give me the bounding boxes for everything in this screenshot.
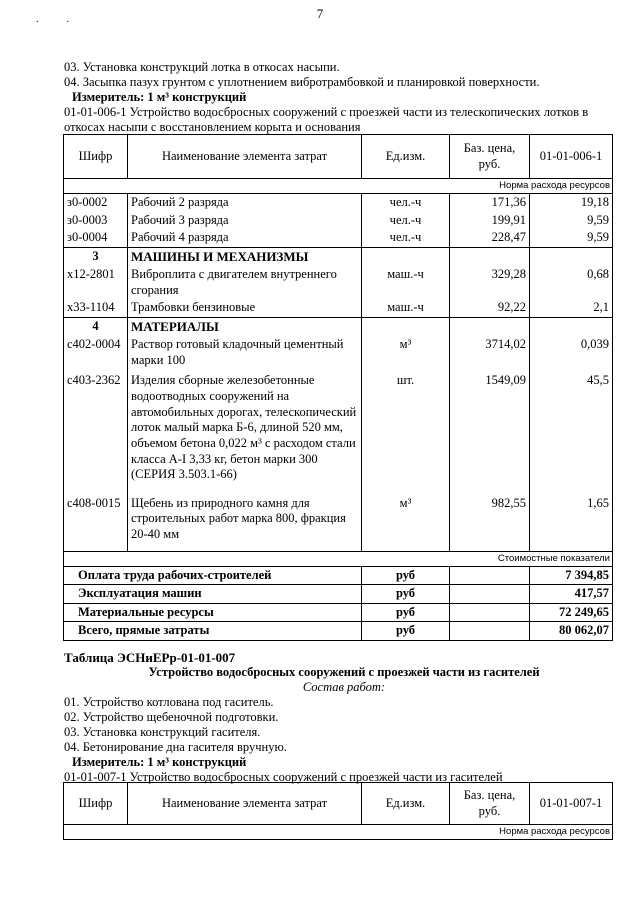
cell-price: 171,36 bbox=[450, 193, 530, 211]
cell-name: Трамбовки бензиновые bbox=[128, 299, 362, 317]
cell-name: Рабочий 4 разряда bbox=[128, 229, 362, 247]
total-value: 417,57 bbox=[530, 585, 613, 604]
table2-header-row bbox=[64, 783, 613, 825]
cell-price: 92,22 bbox=[450, 299, 530, 317]
total-unit: руб bbox=[362, 566, 450, 585]
section-title: МАШИНЫ И МЕХАНИЗМЫ bbox=[128, 247, 362, 266]
header-price: Баз. цена, руб. bbox=[450, 135, 530, 179]
norm-caption-row bbox=[64, 179, 613, 194]
item-title-line-1: 01-01-006-1 Устройство водосбросных сооружений с проезжей части из телескопических лотков в bbox=[64, 105, 589, 119]
total-value: 7 394,85 bbox=[530, 566, 613, 585]
cell-unit: чел.-ч bbox=[362, 193, 450, 211]
cell-unit: маш.-ч bbox=[362, 266, 450, 299]
section2-block bbox=[64, 650, 624, 785]
meter-label: Измеритель: 1 м³ конструкций bbox=[72, 90, 247, 104]
table-row bbox=[64, 229, 613, 247]
section-title: МАТЕРИАЛЫ bbox=[128, 317, 362, 336]
cell-price: 982,55 bbox=[450, 495, 530, 551]
header-name: Наименование элемента затрат bbox=[128, 783, 362, 825]
cell-code: з0-0004 bbox=[64, 229, 128, 247]
cell-unit: чел.-ч bbox=[362, 229, 450, 247]
table-row bbox=[64, 336, 613, 369]
total-row bbox=[64, 566, 613, 585]
cell-unit: маш.-ч bbox=[362, 299, 450, 317]
work-line: 04. Бетонирование дна гасителя вручную. bbox=[64, 740, 287, 754]
total-label: Эксплуатация машин bbox=[64, 585, 362, 604]
norm-caption-row bbox=[64, 825, 613, 840]
total-unit: руб bbox=[362, 585, 450, 604]
cell-name: Раствор готовый кладочный цементный марки 100 bbox=[128, 336, 362, 369]
cell-norm: 0,68 bbox=[530, 266, 613, 299]
total-label: Всего, прямые затраты bbox=[64, 622, 362, 641]
total-row bbox=[64, 622, 613, 641]
section-row-materials bbox=[64, 317, 613, 336]
scan-marks: .. bbox=[36, 14, 97, 25]
cell-norm: 9,59 bbox=[530, 212, 613, 230]
cell-code: х33-1104 bbox=[64, 299, 128, 317]
total-label: Оплата труда рабочих-строителей bbox=[64, 566, 362, 585]
header-name: Наименование элемента затрат bbox=[128, 135, 362, 179]
total-value: 80 062,07 bbox=[530, 622, 613, 641]
cell-name: Щебень из природного камня для строительных работ марка 800, фракция 20-40 мм bbox=[128, 495, 362, 551]
cell-name: Рабочий 2 разряда bbox=[128, 193, 362, 211]
cell-name: Виброплита с двигателем внутреннего сгорания bbox=[128, 266, 362, 299]
header-norm-code: 01-01-007-1 bbox=[530, 783, 613, 825]
cell-norm: 9,59 bbox=[530, 229, 613, 247]
total-label: Материальные ресурсы bbox=[64, 603, 362, 622]
header-price: Баз. цена, руб. bbox=[450, 783, 530, 825]
resource-table-1 bbox=[63, 134, 613, 641]
work-line: 03. Установка конструкций гасителя. bbox=[64, 725, 261, 739]
table1-header-row bbox=[64, 135, 613, 179]
cell-price: 199,91 bbox=[450, 212, 530, 230]
work-line: 02. Устройство щебеночной подготовки. bbox=[64, 710, 279, 724]
table-title: Таблица ЭСНиЕРр-01-01-007 bbox=[64, 650, 236, 665]
resource-table-2 bbox=[63, 782, 613, 840]
cell-norm: 0,039 bbox=[530, 336, 613, 369]
intro-block bbox=[64, 60, 624, 135]
cell-norm: 2,1 bbox=[530, 299, 613, 317]
total-value: 72 249,65 bbox=[530, 603, 613, 622]
header-code: Шифр bbox=[64, 783, 128, 825]
work-line-03: 03. Установка конструкций лотка в откосах насыпи. bbox=[64, 60, 340, 74]
work-line-04: 04. Засыпка пазух грунтом с уплотнением вибротрамбовкой и планировкой поверхности. bbox=[64, 75, 540, 89]
header-code: Шифр bbox=[64, 135, 128, 179]
cell-code: с408-0015 bbox=[64, 495, 128, 551]
cost-caption: Стоимостные показатели bbox=[64, 551, 613, 566]
cell-name: Изделия сборные железобетонные водоотводных сооружений на автомобильных дорогах, телескопический лоток малый марка Б-6, длиной 520 мм, объемом бетона 0,022 м³ с расходом стали класса А-I 3,33 кг, бетон марки 300 (СЕРИЯ 3.503.1-66) bbox=[128, 369, 362, 494]
table-row bbox=[64, 212, 613, 230]
cell-price: 228,47 bbox=[450, 229, 530, 247]
norm-caption: Норма расхода ресурсов bbox=[64, 825, 613, 840]
total-unit: руб bbox=[362, 622, 450, 641]
cell-price: 3714,02 bbox=[450, 336, 530, 369]
cell-norm: 19,18 bbox=[530, 193, 613, 211]
cell-unit: чел.-ч bbox=[362, 212, 450, 230]
section-row-machines bbox=[64, 247, 613, 266]
composition-label: Состав работ: bbox=[302, 680, 386, 694]
cell-name: Рабочий 3 разряда bbox=[128, 212, 362, 230]
cell-code: х12-2801 bbox=[64, 266, 128, 299]
table-row bbox=[64, 299, 613, 317]
item-title-line-2: откосах насыпи с восстановлением корыта и основания bbox=[64, 120, 361, 134]
cell-code: с403-2362 bbox=[64, 369, 128, 494]
cost-caption-row bbox=[64, 551, 613, 566]
cell-code: з0-0002 bbox=[64, 193, 128, 211]
table-row bbox=[64, 193, 613, 211]
meter-label: Измеритель: 1 м³ конструкций bbox=[72, 755, 247, 769]
total-unit: руб bbox=[362, 603, 450, 622]
header-unit: Ед.изм. bbox=[362, 135, 450, 179]
section-number: 3 bbox=[64, 247, 128, 266]
cell-code: з0-0003 bbox=[64, 212, 128, 230]
cell-norm: 1,65 bbox=[530, 495, 613, 551]
section-heading: Устройство водосбросных сооружений с проезжей части из гасителей bbox=[148, 665, 540, 679]
table-row bbox=[64, 369, 613, 494]
header-unit: Ед.изм. bbox=[362, 783, 450, 825]
page-number: 7 bbox=[316, 6, 324, 21]
table-row bbox=[64, 266, 613, 299]
section-number: 4 bbox=[64, 317, 128, 336]
cell-code: с402-0004 bbox=[64, 336, 128, 369]
cell-price: 329,28 bbox=[450, 266, 530, 299]
table-row bbox=[64, 495, 613, 551]
header-norm-code: 01-01-006-1 bbox=[530, 135, 613, 179]
item-title-line: 01-01-007-1 Устройство водосбросных сооружений с проезжей части из гасителей bbox=[64, 770, 503, 784]
cell-price: 1549,09 bbox=[450, 369, 530, 494]
total-row bbox=[64, 603, 613, 622]
cell-unit: м³ bbox=[362, 495, 450, 551]
cell-norm: 45,5 bbox=[530, 369, 613, 494]
work-line: 01. Устройство котлована под гаситель. bbox=[64, 695, 274, 709]
cell-unit: м³ bbox=[362, 336, 450, 369]
cell-unit: шт. bbox=[362, 369, 450, 494]
total-row bbox=[64, 585, 613, 604]
norm-caption: Норма расхода ресурсов bbox=[64, 179, 613, 194]
